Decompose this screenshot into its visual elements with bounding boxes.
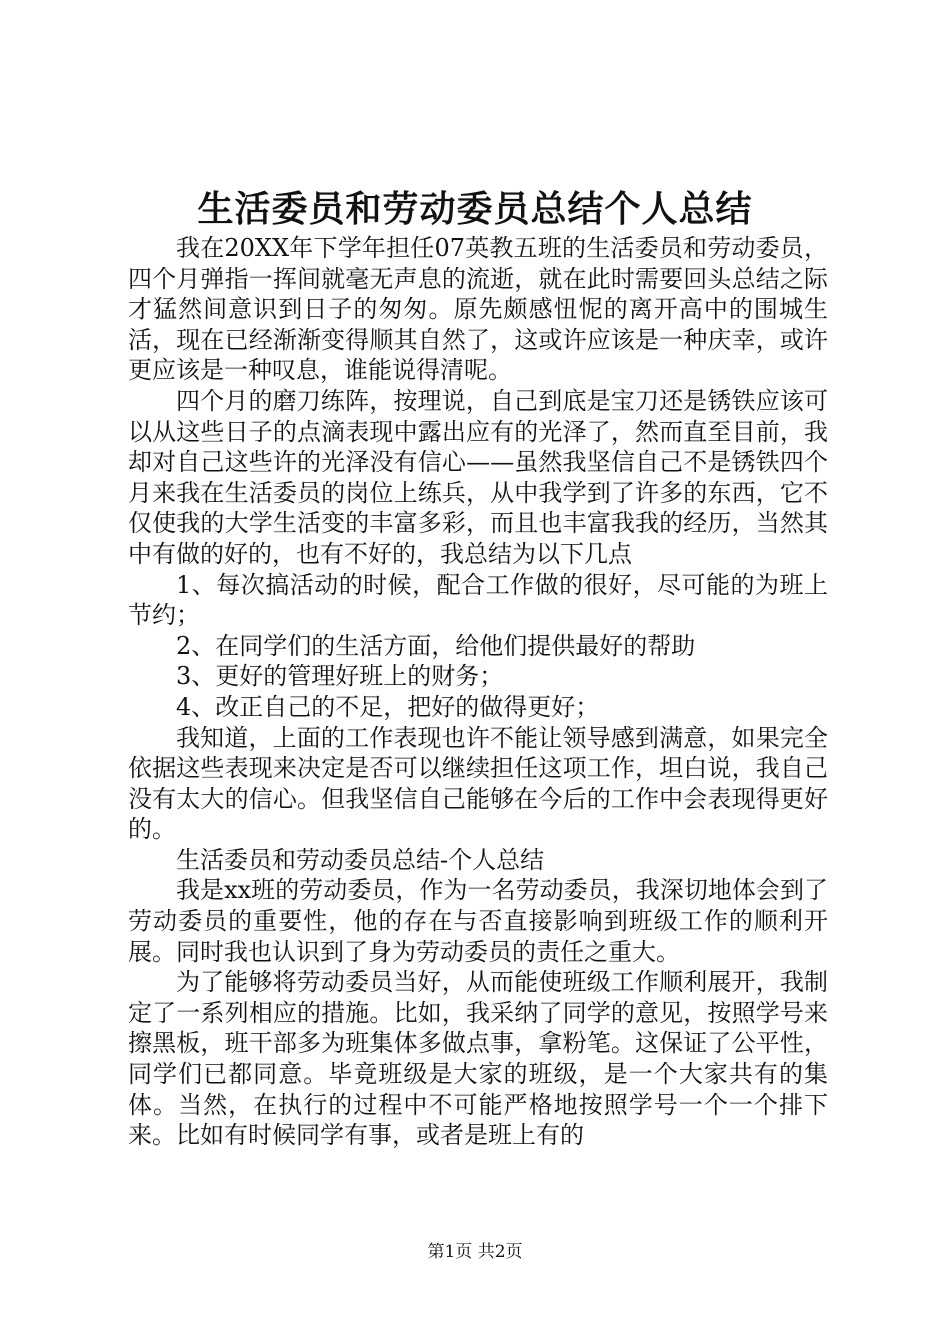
list-item: 4、改正自己的不足，把好的做得更好； — [176, 692, 600, 721]
document-body — [128, 233, 828, 1151]
paragraph: 为了能够将劳动委员当好，从而能使班级工作顺利展开，我制定了一系列相应的措施。比如，我采纳了同学的意见，按照学号来擦黑板，班干部多为班集体多做点事，拿粉笔。这保证了公平性，同学们已都同意。毕竟班级是大家的班级，是一个大家共有的集体。当然，在执行的过程中不可能严格地按照学号一个一个排下来。比如有时候同学有事，或者是班上有的 — [128, 968, 828, 1150]
section-heading: 生活委员和劳动委员总结-个人总结 — [176, 845, 545, 874]
list-item: 2、在同学们的生活方面，给他们提供最好的帮助 — [176, 631, 696, 660]
list-item: 1、每次搞活动的时候，配合工作做的很好，尽可能的为班上节约； — [128, 570, 828, 630]
paragraph: 我在20XX年下学年担任07英教五班的生活委员和劳动委员，四个月弹指一挥间就毫无声息的流逝，就在此时需要回头总结之际才猛然间意识到日子的匆匆。原先颇感忸怩的离开高中的围城生活，现在已经渐渐变得顺其自然了，这或许应该是一种庆幸，或许更应该是一种叹息，谁能说得清呢。 — [128, 234, 828, 385]
list-item: 3、更好的管理好班上的财务； — [176, 662, 504, 691]
paragraph: 我是xx班的劳动委员，作为一名劳动委员，我深切地体会到了劳动委员的重要性，他的存在与否直接影响到班级工作的顺利开展。同时我也认识到了身为劳动委员的责任之重大。 — [128, 876, 828, 966]
paragraph: 我知道，上面的工作表现也许不能让领导感到满意，如果完全依据这些表现来决定是否可以继续担任这项工作，坦白说，我自己没有太大的信心。但我坚信自己能够在今后的工作中会表现得更好的。 — [128, 723, 828, 844]
document-title: 生活委员和劳动委员总结个人总结 — [197, 188, 753, 230]
page-number-footer: 第1页 共2页 — [427, 1242, 523, 1262]
paragraph: 四个月的磨刀练阵，按理说，自己到底是宝刀还是锈铁应该可以从这些日子的点滴表现中露出应有的光泽了，然而直至目前，我却对自己这些许的光泽没有信心——虽然我坚信自己不是锈铁四个月来我在生活委员的岗位上练兵，从中我学到了许多的东西，它不仅使我的大学生活变的丰富多彩，而且也丰富我我的经历，当然其中有做的好的，也有不好的，我总结为以下几点 — [128, 386, 828, 568]
